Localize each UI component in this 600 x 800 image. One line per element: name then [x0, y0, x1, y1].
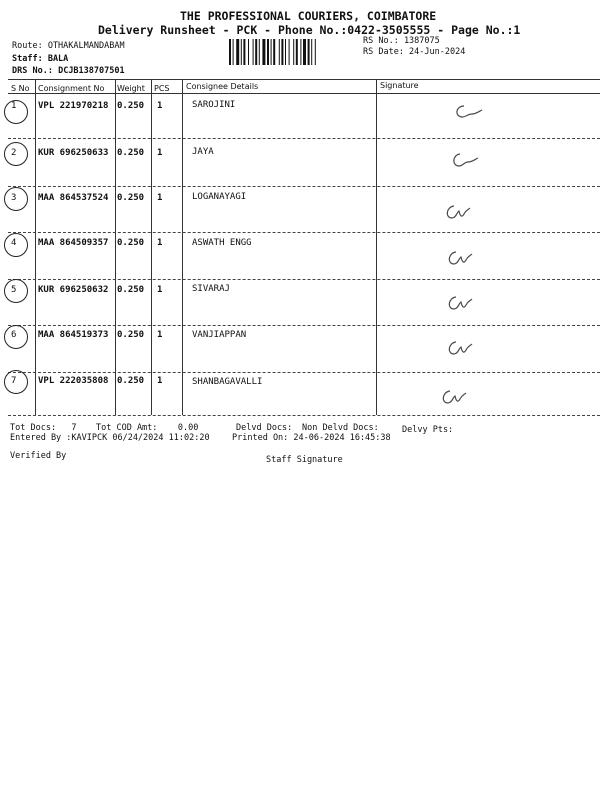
- col-header-weight: Weight: [117, 84, 145, 93]
- row-6-consignment: MAA 864519373: [38, 330, 109, 340]
- col-header-sno: S No: [11, 84, 30, 93]
- row-5-consignment: KUR 696250632: [38, 285, 109, 295]
- row-1-signature: [450, 102, 490, 122]
- row-1-pcs: 1: [157, 101, 163, 111]
- col-divider-consignee: [376, 79, 377, 415]
- rs-number: RS No.: 1387075: [363, 36, 440, 46]
- col-header-pcs: PCS: [154, 84, 170, 93]
- row-divider: [8, 372, 600, 373]
- row-7-consignee: SHANBAGAVALLI: [192, 377, 263, 387]
- row-7-weight: 0.250: [117, 376, 145, 386]
- col-divider-pcs: [182, 79, 183, 415]
- row-1-sno: 1: [11, 101, 17, 111]
- staff-signature: Staff Signature: [266, 455, 343, 465]
- row-4-consignment: MAA 864509357: [38, 238, 109, 248]
- drs-label: DRS No.:: [12, 66, 53, 76]
- row-5-sno: 5: [11, 285, 17, 295]
- row-divider: [8, 279, 600, 280]
- row-2-consignment: KUR 696250633: [38, 148, 109, 158]
- row-3-consignment: MAA 864537524: [38, 193, 109, 203]
- total-cod: [96, 423, 198, 433]
- row-6-sno: 6: [11, 330, 17, 340]
- total-cod-label: Tot COD Amt:: [96, 423, 158, 433]
- row-5-signature: [444, 293, 484, 315]
- row-6-pcs: 1: [157, 330, 163, 340]
- row-divider: [8, 186, 600, 187]
- row-5-weight: 0.250: [117, 285, 145, 295]
- entered-by: Entered By :KAVIPCK 06/24/2024 11:02:20: [10, 433, 210, 443]
- col-divider-weight: [151, 79, 152, 415]
- col-divider-sno: [35, 79, 36, 415]
- row-6-weight: 0.250: [117, 330, 145, 340]
- company-name: THE PROFESSIONAL COURIERS, COIMBATORE: [180, 9, 437, 23]
- total-docs: [10, 423, 77, 433]
- row-4-pcs: 1: [157, 238, 163, 248]
- rs-date: RS Date: 24-Jun-2024: [363, 47, 466, 57]
- total-docs-value: 7: [71, 423, 77, 433]
- printed-on: Printed On: 24-06-2024 16:45:38: [232, 433, 391, 443]
- row-1-consignment: VPL 221970218: [38, 101, 109, 111]
- col-header-consignee: Consignee Details: [186, 82, 259, 91]
- runsheet-title: Delivery Runsheet - PCK - Phone No.:0422-3505555 - Page No.:1: [98, 23, 521, 37]
- row-3-pcs: 1: [157, 193, 163, 203]
- row-2-pcs: 1: [157, 148, 163, 158]
- drs-value: DCJB138707501: [58, 66, 125, 76]
- row-divider: [8, 232, 600, 233]
- row-3-weight: 0.250: [117, 193, 145, 203]
- row-7-consignment: VPL 222035808: [38, 376, 109, 386]
- row-4-weight: 0.250: [117, 238, 145, 248]
- route: Route: OTHAKALMANDABAM: [12, 41, 125, 51]
- row-5-consignee: SIVARAJ: [192, 284, 230, 294]
- row-7-pcs: 1: [157, 376, 163, 386]
- row-2-signature: [448, 150, 488, 172]
- row-2-consignee: JAYA: [192, 147, 214, 157]
- table-top-border: [8, 79, 600, 80]
- row-1-consignee: SAROJINI: [192, 100, 236, 110]
- table-bottom-border: [8, 415, 600, 416]
- row-7-sno: 7: [11, 376, 17, 386]
- col-header-consignment: Consignment No: [38, 84, 105, 93]
- row-3-consignee: LOGANAYAGI: [192, 192, 247, 202]
- col-divider-consignment: [115, 79, 116, 415]
- row-6-consignee: VANJIAPPAN: [192, 330, 247, 340]
- delivered-docs: Delvd Docs:: [236, 423, 293, 433]
- row-2-weight: 0.250: [117, 148, 145, 158]
- barcode-image: [229, 39, 359, 65]
- row-5-pcs: 1: [157, 285, 163, 295]
- staff: Staff: BALA: [12, 54, 69, 64]
- delivery-points: Delvy Pts:: [402, 425, 454, 435]
- non-delivered-docs: Non Delvd Docs:: [302, 423, 379, 433]
- col-header-signature: Signature: [380, 81, 419, 90]
- verified-by: Verified By: [10, 451, 67, 461]
- table-header-border: [8, 93, 600, 94]
- total-cod-value: 0.00: [177, 423, 199, 433]
- drs-number: [12, 66, 125, 76]
- row-4-signature: [444, 248, 484, 270]
- row-4-sno: 4: [11, 238, 17, 248]
- row-7-signature: [438, 387, 478, 409]
- row-2-sno: 2: [11, 148, 17, 158]
- row-6-signature: [444, 338, 484, 360]
- row-3-sno: 3: [11, 193, 17, 203]
- row-divider: [8, 325, 600, 326]
- total-docs-label: Tot Docs:: [10, 423, 57, 433]
- row-3-signature: [442, 202, 482, 224]
- row-divider: [8, 138, 600, 139]
- row-1-weight: 0.250: [117, 101, 145, 111]
- row-4-consignee: ASWATH ENGG: [192, 238, 252, 248]
